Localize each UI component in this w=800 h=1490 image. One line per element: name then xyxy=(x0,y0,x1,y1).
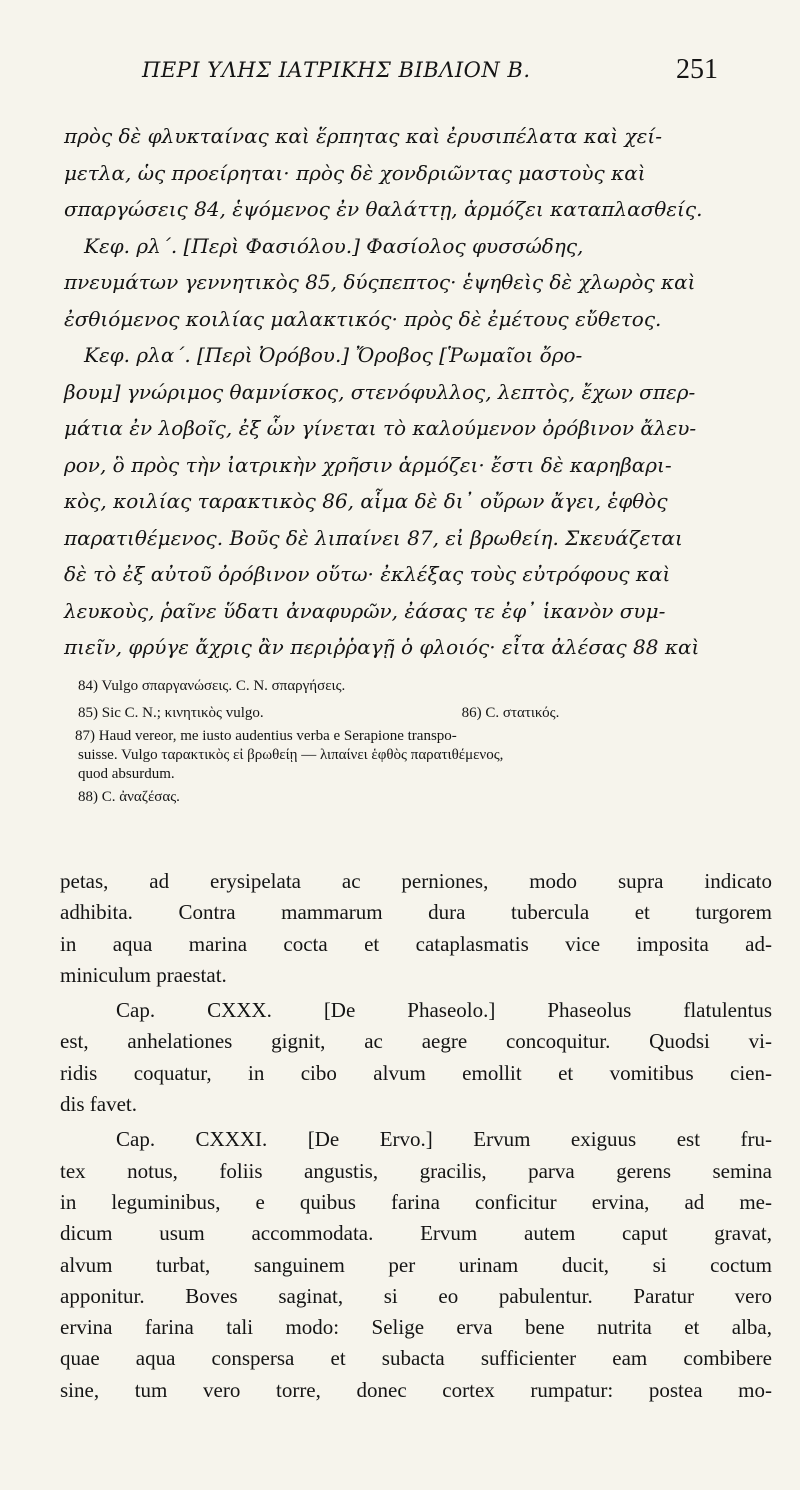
running-title: ΠΕΡΙ ΥΛΗΣ ΙΑΤΡΙΚΗΣ ΒΙΒΛΙΟΝ Β. xyxy=(142,58,531,82)
latin-line: in aqua marina cocta et cataplasmatis vice imposita ad- xyxy=(60,931,772,956)
latin-line: sine, tum vero torre, donec cortex rumpatur: postea mo- xyxy=(60,1377,772,1402)
latin-chapter-heading: Cap. CXXXI. [De Ervo.] Ervum exiguus est fru- xyxy=(116,1127,772,1152)
latin-line: adhibita. Contra mammarum dura tubercula et turgorem xyxy=(60,900,772,925)
greek-line: πρὸς δὲ φλυκταίνας καὶ ἕρπητας καὶ ἐρυσιπέλατα καὶ χεί- xyxy=(64,124,663,148)
running-header xyxy=(0,54,800,94)
latin-line: tex notus, foliis angustis, gracilis, parva gerens semina xyxy=(60,1158,772,1183)
latin-line: ridis coquatur, in cibo alvum emollit et vomitibus cien- xyxy=(60,1060,772,1085)
latin-line: est, anhelationes gignit, ac aegre concoquitur. Quodsi vi- xyxy=(60,1029,772,1054)
footnote-88: 88) C. ἀναζέσας. xyxy=(78,789,180,805)
footnote-85-text: 85) Sic C. N.; κινητικὸς vulgo. xyxy=(78,705,264,721)
footnote-87-line-3: quod absurdum. xyxy=(78,766,175,782)
greek-line: κὸς, κοιλίας ταρακτικὸς 86, αἷμα δὲ δι᾽ οὔρων ἄγει, ἑφθὸς xyxy=(64,489,668,513)
greek-line: πιεῖν, φρύγε ἄχρις ἂν περιῤῥαγῇ ὁ φλοιός· εἶτα ἀλέσας 88 καὶ xyxy=(64,635,700,659)
latin-line: ervina farina tali modo: Selige erva bene nutrita et alba, xyxy=(60,1315,772,1340)
latin-text-block xyxy=(60,866,772,1406)
footnote-87-line-1: 87) Haud vereor, me iusto audentius verba e Serapione transpo- xyxy=(75,728,457,744)
greek-text-block xyxy=(64,118,774,666)
greek-line: ρον, ὃ πρὸς τὴν ἰατρικὴν χρῆσιν ἁρμόζει· ἔστι δὲ καρηβαρι- xyxy=(64,452,672,477)
latin-line: alvum turbat, sanguinem per urinam ducit, si coctum xyxy=(60,1252,772,1277)
footnotes-block xyxy=(75,673,768,811)
greek-line: παρατιθέμενος. Βοῦς δὲ λιπαίνει 87, εἰ βρωθείη. Σκευάζεται xyxy=(64,525,683,550)
greek-line: βουμ] γνώριμος θαμνίσκος, στενόφυλλος, λεπτὸς, ἔχων σπερ- xyxy=(64,379,696,404)
greek-line: δὲ τὸ ἐξ αὐτοῦ ὀρόβινον οὕτω· ἐκλέξας τοὺς εὐτρόφους καὶ xyxy=(64,562,671,586)
greek-chapter-heading: Κεφ. ρλ΄. [Περὶ Φασιόλου.] Φασίολος φυσσώδης, xyxy=(84,233,584,258)
latin-line: in leguminibus, e quibus farina conficitur ervina, ad me- xyxy=(60,1189,772,1214)
greek-line: μετλα, ὡς προείρηται· πρὸς δὲ χονδριῶντας μαστοὺς καὶ xyxy=(64,160,646,185)
latin-line: apponitur. Boves saginat, si eo pabulentur. Paratur vero xyxy=(60,1283,772,1308)
latin-line: quae aqua conspersa et subacta sufficienter eam combibere xyxy=(60,1346,772,1371)
greek-line: σπαργώσεις 84, ἑψόμενος ἐν θαλάττῃ, ἁρμόζει καταπλασθείς. xyxy=(64,197,703,221)
latin-line: dicum usum accommodata. Ervum autem caput gravat, xyxy=(60,1221,772,1246)
greek-chapter-heading: Κεφ. ρλα΄. [Περὶ Ὀρόβου.] Ὄροβος [Ῥωμαῖοι ὄρο- xyxy=(84,343,583,367)
footnote-84: 84) Vulgo σπαργανώσεις. C. N. σπαργήσεις. xyxy=(78,678,346,694)
latin-line: dis favet. xyxy=(60,1092,137,1117)
latin-chapter-heading: Cap. CXXX. [De Phaseolo.] Phaseolus flatulentus xyxy=(116,998,772,1023)
latin-line: petas, ad erysipelata ac perniones, modo supra indicato xyxy=(60,869,772,893)
greek-line: μάτια ἐν λοβοῖς, ἐξ ὧν γίνεται τὸ καλούμενον ὀρόβινον ἄλευ- xyxy=(64,416,697,440)
page-number: 251 xyxy=(676,54,718,85)
greek-line: πνευμάτων γεννητικὸς 85, δύςπεπτος· ἑψηθεὶς δὲ χλωρὸς καὶ xyxy=(64,270,696,294)
footnote-87-line-2: suisse. Vulgo ταρακτικὸς εἰ βρωθείῃ — λιπαίνει ἑφθὸς παρατιθέμενος, xyxy=(78,747,504,763)
footnote-86-text: 86) C. στατικός. xyxy=(461,705,560,721)
latin-line: miniculum praestat. xyxy=(60,962,227,987)
footnote-85 xyxy=(78,700,768,727)
greek-line: ἐσθιόμενος κοιλίας μαλακτικός· πρὸς δὲ ἐμέτους εὔθετος. xyxy=(64,306,662,331)
greek-line: λευκοὺς, ῥαῖνε ὕδατι ἀναφυρῶν, ἐάσας τε ἐφ᾽ ἱκανὸν συμ- xyxy=(64,598,666,623)
